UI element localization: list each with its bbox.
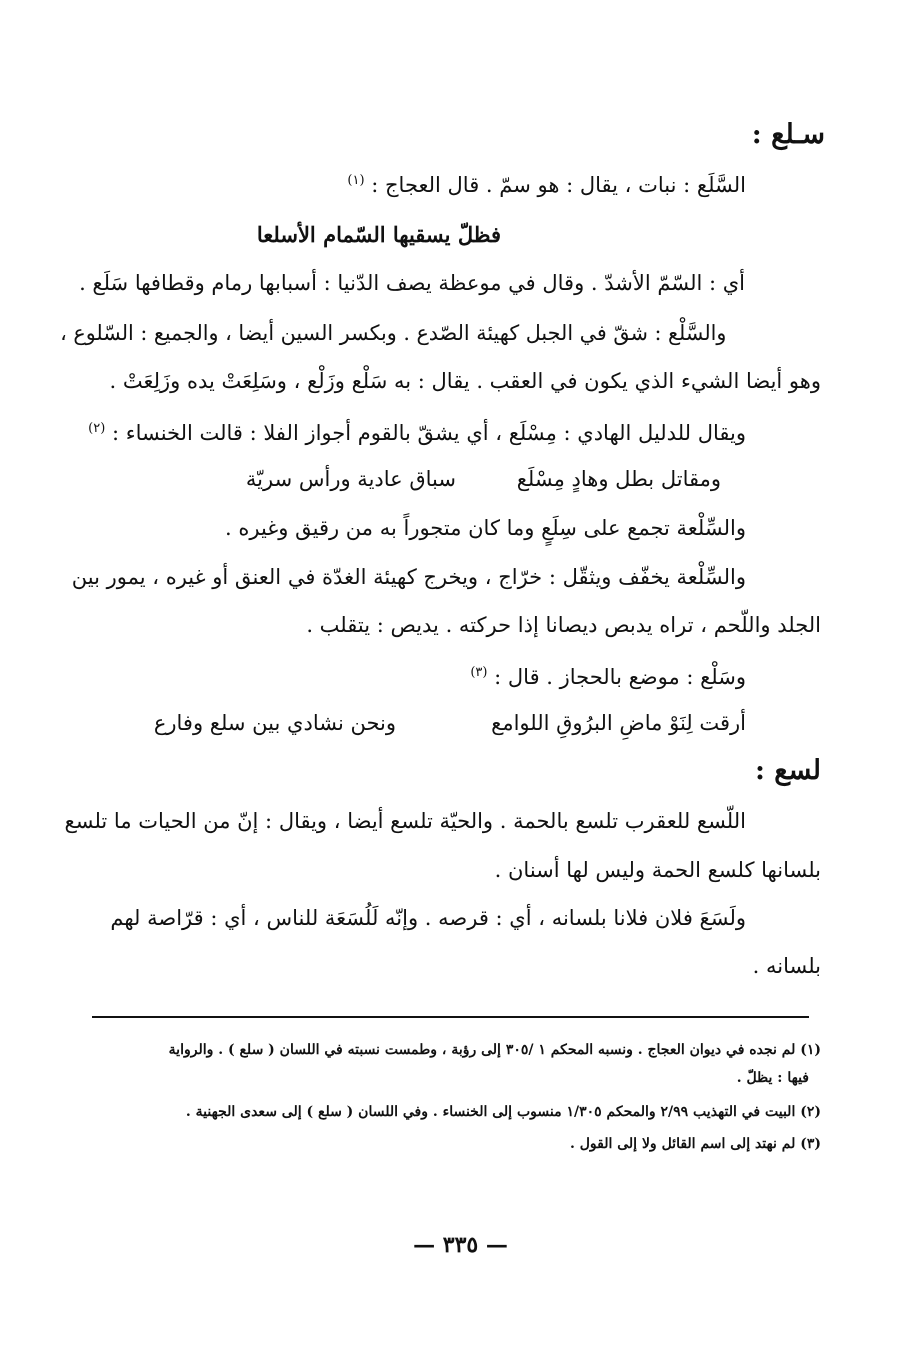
footnote-divider <box>92 1016 809 1018</box>
salaa-line-11 <box>470 658 746 692</box>
lasaa-line-4: بلسانه . <box>752 954 821 978</box>
verse-3-first-hemistich: أرقت لِنَوْ ماضِ البرُوقِ اللوامع <box>491 711 746 735</box>
salaa-line-1-text: السَّلَع : نبات ، يقال : هو سمّ . قال العجاج : <box>371 173 746 197</box>
verse-2-first-hemistich: ومقاتل بطل وهادٍ مِسْلَع <box>516 467 721 491</box>
verse-1: فظلّ يسقيها السّمام الأسلعا <box>256 222 501 247</box>
salaa-line-10: الجلد واللّحم ، تراه يدبص ديصانا إذا حركته . يديص : يتقلب . <box>306 613 821 637</box>
salaa-line-9: والسِّلْعة يخفّف ويثقّل : خرّاج ، ويخرج كهيئة الغدّة في العنق أو غيره ، يمور بين <box>71 565 746 589</box>
verse-2-second-hemistich: سباق عادية ورأس سريّة <box>245 467 456 491</box>
salaa-line-3: أي : السّمّ الأشدّ . وقال في موعظة يصف الدّنيا : أسبابها رمام وقطافها سَلَع . <box>79 271 745 295</box>
heading-salaa: سـلع : <box>751 119 825 150</box>
salaa-line-11-text: وسَلْع : موضع بالحجاز . قال : <box>494 665 746 689</box>
footnote-ref-1: (١) <box>347 173 365 188</box>
salaa-line-4: والسَّلْع : شقّ في الجبل كهيئة الصّدع . وبكسر السين أيضا ، والجميع : السّلوع ، <box>59 321 726 345</box>
lasaa-line-2: بلسانها كلسع الحمة وليس لها أسنان . <box>494 858 821 882</box>
footnote-3: (٣) لم نهتد إلى اسم القائل ولا إلى القول . <box>569 1136 821 1152</box>
salaa-line-8: والسِّلْعة تجمع على سِلَعٍ وما كان متجوراً به من رقيق وغيره . <box>225 516 746 540</box>
salaa-line-6 <box>88 414 746 448</box>
salaa-line-6-text: ويقال للدليل الهادي : مِسْلَع ، أي يشقّ بالقوم أجواز الفلا : قالت الخنساء : <box>111 421 746 445</box>
salaa-line-5: وهو أيضا الشيء الذي يكون في العقب . يقال : به سَلْع وزَلْع ، وسَلِعَتْ يده وزَلِعَتْ . <box>109 369 821 393</box>
salaa-line-1 <box>347 166 746 200</box>
footnote-ref-2: (٢) <box>88 421 106 436</box>
heading-lasaa: لسع : <box>754 755 821 786</box>
footnote-1-line-1: (١) لم نجده في ديوان العجاج . ونسبه المحكم ١ /٣٠٥ إلى رؤبة ، وطمست نسبته في اللسان ( سلع ) . والرواية <box>168 1042 821 1058</box>
page-number: — ٣٣٥ — <box>413 1232 508 1258</box>
lasaa-line-3: ولَسَعَ فلان فلانا بلسانه ، أي : قرصه . وإنّه لَلُسَعَة للناس ، أي : قرّاصة لهم <box>110 906 746 930</box>
footnote-ref-3: (٣) <box>470 665 488 680</box>
verse-3-second-hemistich: ونحن نشادي بين سلع وفارع <box>153 711 396 735</box>
lasaa-line-1: اللّسع للعقرب تلسع بالحمة . والحيّة تلسع أيضا ، ويقال : إنّ من الحيات ما تلسع <box>64 809 746 833</box>
footnote-1-line-2: فيها : يظلّ . <box>736 1070 809 1086</box>
footnote-2: (٢) البيت في التهذيب ٢/٩٩ والمحكم ١/٣٠٥ منسوب إلى الخنساء . وفي اللسان ( سلع ) إلى سعدى الجهنية . <box>185 1104 821 1120</box>
